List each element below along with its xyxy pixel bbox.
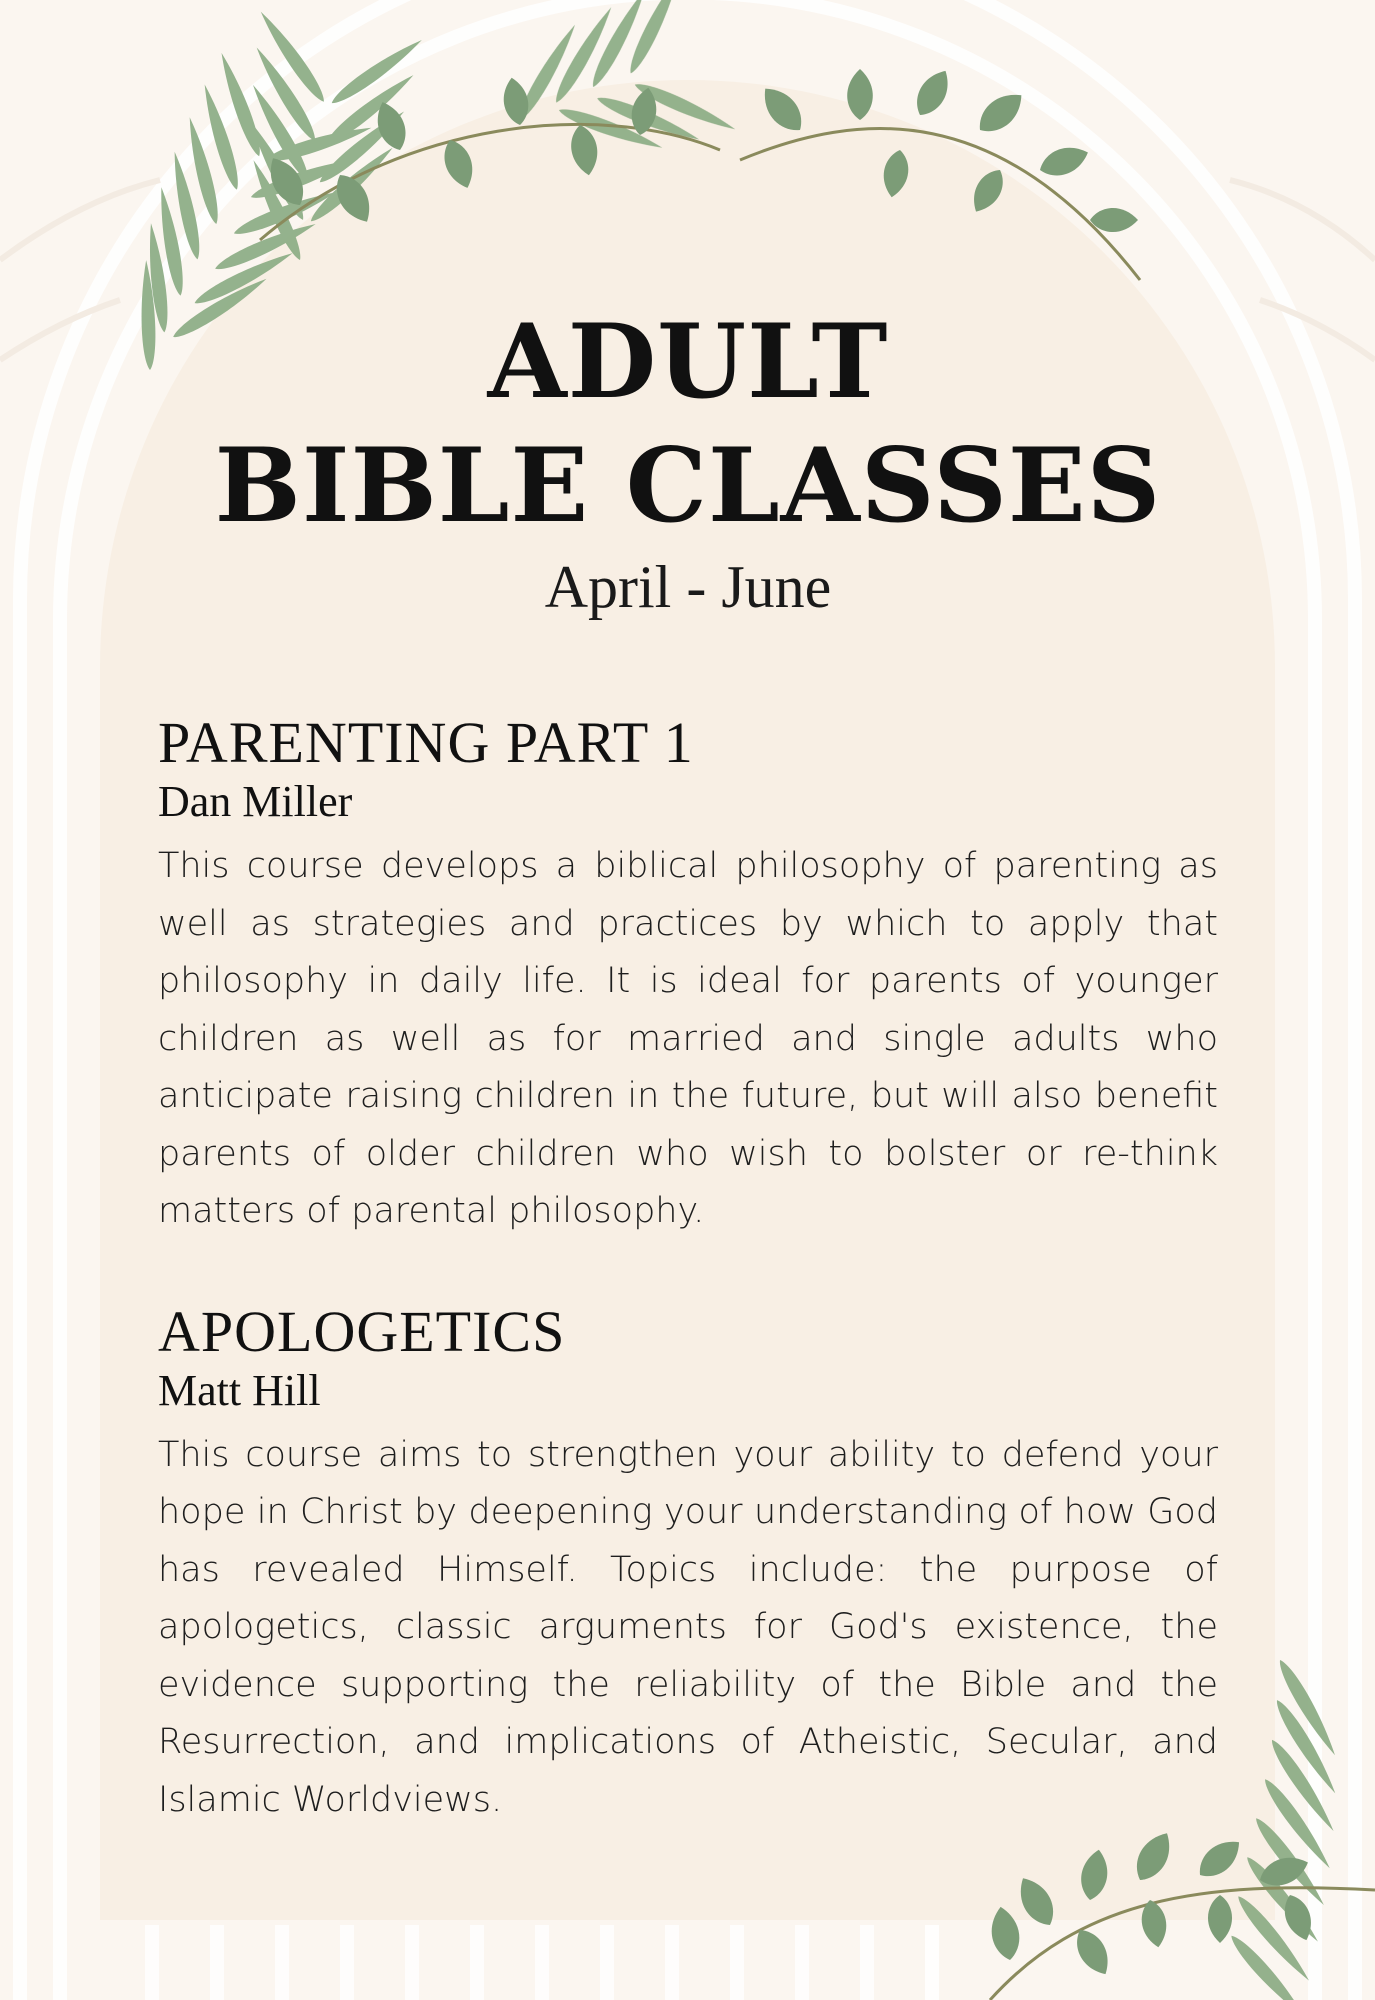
- flyer-content: [158, 300, 1218, 1829]
- course-title: APOLOGETICS: [158, 1298, 566, 1364]
- course-title: PARENTING PART 1: [158, 710, 694, 775]
- course-instructor: Dan Miller: [158, 777, 353, 826]
- page-title: [158, 300, 1218, 548]
- course-apologetics: [158, 1298, 1218, 1830]
- title-line-2: BIBLE CLASSES: [214, 426, 1162, 546]
- course-instructor: Matt Hill: [158, 1365, 321, 1415]
- title-line-1: ADULT: [487, 302, 889, 422]
- date-range: April - June: [544, 554, 832, 620]
- course-description: This course develops a biblical philosophy of parenting as well as strategies and practices by which to apply that philosophy in daily life. It is ideal for parents of younger children as well as for married and single adults who anticipate raising children in the future, but will also benefit parents of older children who wish to bolster or re-think matters of parental philosophy.: [158, 846, 1218, 1231]
- course-description: This course aims to strengthen your ability to defend your hope in Christ by deepening your understanding of how God has revealed Himself. Topics include: the purpose of apologetics, classic arguments for God's existence, the evidence supporting the reliability of the Bible and the Resurrection, and implications of Atheistic, Secular, and Islamic Worldviews.: [158, 1434, 1218, 1820]
- course-parenting: [158, 712, 1218, 1241]
